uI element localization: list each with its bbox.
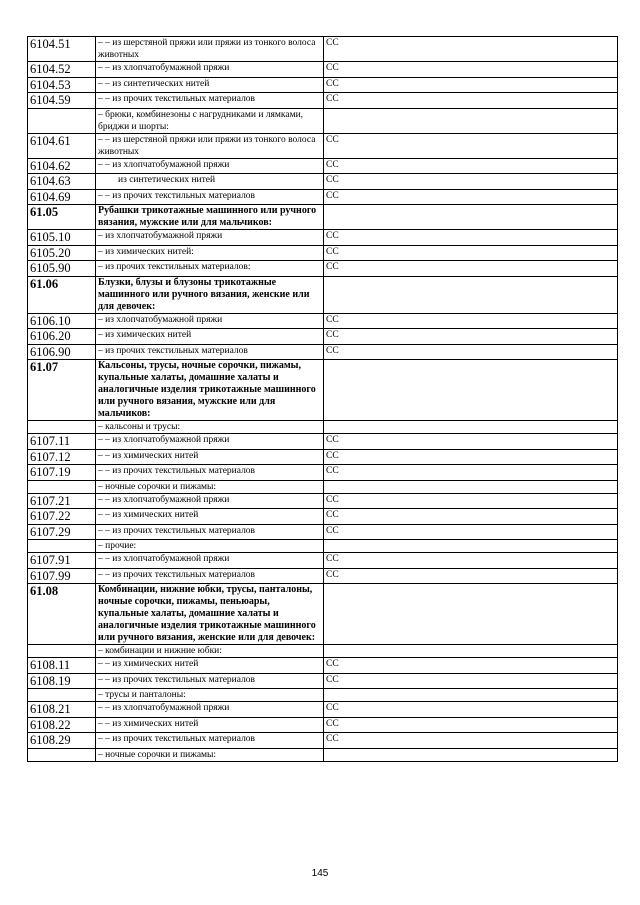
description-cell: – из химических нитей: xyxy=(96,245,324,261)
certification-cell: СС xyxy=(324,133,618,158)
certification-cell: СС xyxy=(324,673,618,689)
table-body xyxy=(28,37,618,762)
hs-code-cell: 6108.22 xyxy=(28,717,96,733)
description-cell: – из химических нитей xyxy=(96,329,324,345)
description-cell: – трусы и панталоны: xyxy=(96,689,324,702)
table-row xyxy=(28,465,618,481)
certification-cell xyxy=(324,748,618,761)
table-row xyxy=(28,748,618,761)
certification-cell: СС xyxy=(324,77,618,93)
page-number: 145 xyxy=(311,868,329,879)
certification-cell: СС xyxy=(324,344,618,360)
table-row xyxy=(28,434,618,450)
table-row xyxy=(28,493,618,509)
description-cell: – – из химических нитей xyxy=(96,449,324,465)
certification-cell: СС xyxy=(324,174,618,190)
hs-code-cell: 6107.22 xyxy=(28,509,96,525)
table-row xyxy=(28,133,618,158)
certification-cell: СС xyxy=(324,37,618,62)
hs-code-cell: 61.05 xyxy=(28,205,96,230)
table-row xyxy=(28,702,618,718)
description-cell: – – из химических нитей xyxy=(96,658,324,674)
description-cell: – – из хлопчатобумажной пряжи xyxy=(96,553,324,569)
hs-code-cell: 6107.99 xyxy=(28,568,96,584)
description-cell: – – из прочих текстильных материалов xyxy=(96,524,324,540)
certification-cell: СС xyxy=(324,62,618,78)
description-cell: – – из прочих текстильных материалов xyxy=(96,465,324,481)
table-row xyxy=(28,480,618,493)
description-cell: – – из прочих текстильных материалов xyxy=(96,673,324,689)
table-row xyxy=(28,689,618,702)
table-row xyxy=(28,245,618,261)
hs-code-cell xyxy=(28,689,96,702)
description-cell: – – из прочих текстильных материалов xyxy=(96,93,324,109)
certification-cell: СС xyxy=(324,189,618,205)
description-cell: – – из химических нитей xyxy=(96,717,324,733)
description-cell: – ночные сорочки и пижамы: xyxy=(96,480,324,493)
hs-code-cell: 6107.91 xyxy=(28,553,96,569)
table-row xyxy=(28,174,618,190)
hs-code-cell: 6104.62 xyxy=(28,158,96,174)
table-row xyxy=(28,108,618,133)
hs-code-cell: 6106.10 xyxy=(28,313,96,329)
certification-cell xyxy=(324,645,618,658)
certification-cell xyxy=(324,276,618,313)
hs-code-cell: 6108.11 xyxy=(28,658,96,674)
table-row xyxy=(28,717,618,733)
certification-cell xyxy=(324,689,618,702)
table-row xyxy=(28,261,618,277)
certification-cell xyxy=(324,205,618,230)
certification-cell: СС xyxy=(324,449,618,465)
certification-cell: СС xyxy=(324,245,618,261)
hs-code-cell: 6107.21 xyxy=(28,493,96,509)
hs-code-cell xyxy=(28,108,96,133)
table-row xyxy=(28,189,618,205)
table-row xyxy=(28,540,618,553)
description-cell: – – из прочих текстильных материалов xyxy=(96,568,324,584)
hs-code-cell xyxy=(28,645,96,658)
hs-code-cell: 6106.20 xyxy=(28,329,96,345)
certification-cell xyxy=(324,108,618,133)
description-cell: Комбинации, нижние юбки, трусы, панталоны, ночные сорочки, пижамы, пеньюары, купальные халаты, домашние халаты и аналогичные изделия трикотажные машинного или ручного вязания, женские или для девочек: xyxy=(96,584,324,645)
description-cell: – – из шерстяной пряжи или пряжи из тонкого волоса животных xyxy=(96,37,324,62)
hs-code-cell: 61.06 xyxy=(28,276,96,313)
hs-code-cell: 6104.59 xyxy=(28,93,96,109)
certification-cell: СС xyxy=(324,717,618,733)
description-cell: – – из хлопчатобумажной пряжи xyxy=(96,62,324,78)
table-row xyxy=(28,276,618,313)
hs-code-cell: 6108.19 xyxy=(28,673,96,689)
description-cell: – из хлопчатобумажной пряжи xyxy=(96,230,324,246)
certification-cell xyxy=(324,480,618,493)
table-row xyxy=(28,93,618,109)
table-row xyxy=(28,524,618,540)
certification-cell: СС xyxy=(324,313,618,329)
certification-cell: СС xyxy=(324,702,618,718)
description-cell: – из прочих текстильных материалов xyxy=(96,344,324,360)
description-cell: Рубашки трикотажные машинного или ручного вязания, мужские или для мальчиков: xyxy=(96,205,324,230)
table-row xyxy=(28,37,618,62)
hs-code-cell xyxy=(28,748,96,761)
table-row xyxy=(28,344,618,360)
table-row xyxy=(28,733,618,749)
table-row xyxy=(28,568,618,584)
hs-code-cell: 6104.51 xyxy=(28,37,96,62)
certification-cell xyxy=(324,360,618,421)
description-cell: – брюки, комбинезоны с нагрудниками и лямками, бриджи и шорты: xyxy=(96,108,324,133)
certification-cell: СС xyxy=(324,465,618,481)
certification-cell: СС xyxy=(324,733,618,749)
description-cell: – – из хлопчатобумажной пряжи xyxy=(96,493,324,509)
table-row xyxy=(28,205,618,230)
description-cell: из синтетических нитей xyxy=(96,174,324,190)
hs-code-cell: 6104.69 xyxy=(28,189,96,205)
certification-cell: СС xyxy=(324,658,618,674)
table-row xyxy=(28,329,618,345)
description-cell: – комбинации и нижние юбки: xyxy=(96,645,324,658)
description-cell: – – из химических нитей xyxy=(96,509,324,525)
table-row xyxy=(28,658,618,674)
hs-code-cell: 6105.20 xyxy=(28,245,96,261)
certification-cell: СС xyxy=(324,329,618,345)
certification-cell xyxy=(324,584,618,645)
certification-cell: СС xyxy=(324,568,618,584)
hs-code-cell: 6107.19 xyxy=(28,465,96,481)
certification-cell: СС xyxy=(324,553,618,569)
certification-cell: СС xyxy=(324,261,618,277)
hs-code-cell xyxy=(28,480,96,493)
certification-cell: СС xyxy=(324,493,618,509)
description-cell: Кальсоны, трусы, ночные сорочки, пижамы, купальные халаты, домашние халаты и аналогичные изделия трикотажные машинного или ручного вязания, мужские или для мальчиков: xyxy=(96,360,324,421)
description-cell: – – из синтетических нитей xyxy=(96,77,324,93)
certification-cell: СС xyxy=(324,158,618,174)
hs-code-cell xyxy=(28,421,96,434)
table-row xyxy=(28,673,618,689)
description-cell: – – из прочих текстильных материалов xyxy=(96,189,324,205)
description-cell: – – из хлопчатобумажной пряжи xyxy=(96,158,324,174)
hs-code-cell: 6107.12 xyxy=(28,449,96,465)
table-row xyxy=(28,645,618,658)
hs-code-cell: 6104.52 xyxy=(28,62,96,78)
table-row xyxy=(28,313,618,329)
certification-cell: СС xyxy=(324,230,618,246)
description-cell: – – из хлопчатобумажной пряжи xyxy=(96,434,324,450)
hs-code-cell: 6104.63 xyxy=(28,174,96,190)
description-cell: Блузки, блузы и блузоны трикотажные машинного или ручного вязания, женские или для девочек: xyxy=(96,276,324,313)
table-row xyxy=(28,360,618,421)
tariff-code-table xyxy=(27,36,618,762)
hs-code-cell xyxy=(28,540,96,553)
description-cell: – из хлопчатобумажной пряжи xyxy=(96,313,324,329)
certification-cell xyxy=(324,540,618,553)
hs-code-cell: 61.07 xyxy=(28,360,96,421)
description-cell: – из прочих текстильных материалов: xyxy=(96,261,324,277)
hs-code-cell: 6104.53 xyxy=(28,77,96,93)
certification-cell: СС xyxy=(324,93,618,109)
table-row xyxy=(28,421,618,434)
hs-code-cell: 6105.10 xyxy=(28,230,96,246)
hs-code-cell: 6108.29 xyxy=(28,733,96,749)
hs-code-cell: 6107.29 xyxy=(28,524,96,540)
description-cell: – – из хлопчатобумажной пряжи xyxy=(96,702,324,718)
table-row xyxy=(28,62,618,78)
certification-cell: СС xyxy=(324,509,618,525)
hs-code-cell: 6105.90 xyxy=(28,261,96,277)
hs-code-cell: 6107.11 xyxy=(28,434,96,450)
description-cell: – ночные сорочки и пижамы: xyxy=(96,748,324,761)
hs-code-cell: 6104.61 xyxy=(28,133,96,158)
table-row xyxy=(28,449,618,465)
table-row xyxy=(28,158,618,174)
description-cell: – прочие: xyxy=(96,540,324,553)
table-row xyxy=(28,77,618,93)
certification-cell: СС xyxy=(324,524,618,540)
certification-cell: СС xyxy=(324,434,618,450)
table-row xyxy=(28,553,618,569)
description-cell: – – из шерстяной пряжи или пряжи из тонкого волоса животных xyxy=(96,133,324,158)
certification-cell xyxy=(324,421,618,434)
hs-code-cell: 6108.21 xyxy=(28,702,96,718)
table-row xyxy=(28,509,618,525)
table-row xyxy=(28,584,618,645)
description-cell: – – из прочих текстильных материалов xyxy=(96,733,324,749)
description-cell: – кальсоны и трусы: xyxy=(96,421,324,434)
hs-code-cell: 61.08 xyxy=(28,584,96,645)
table-row xyxy=(28,230,618,246)
hs-code-cell: 6106.90 xyxy=(28,344,96,360)
